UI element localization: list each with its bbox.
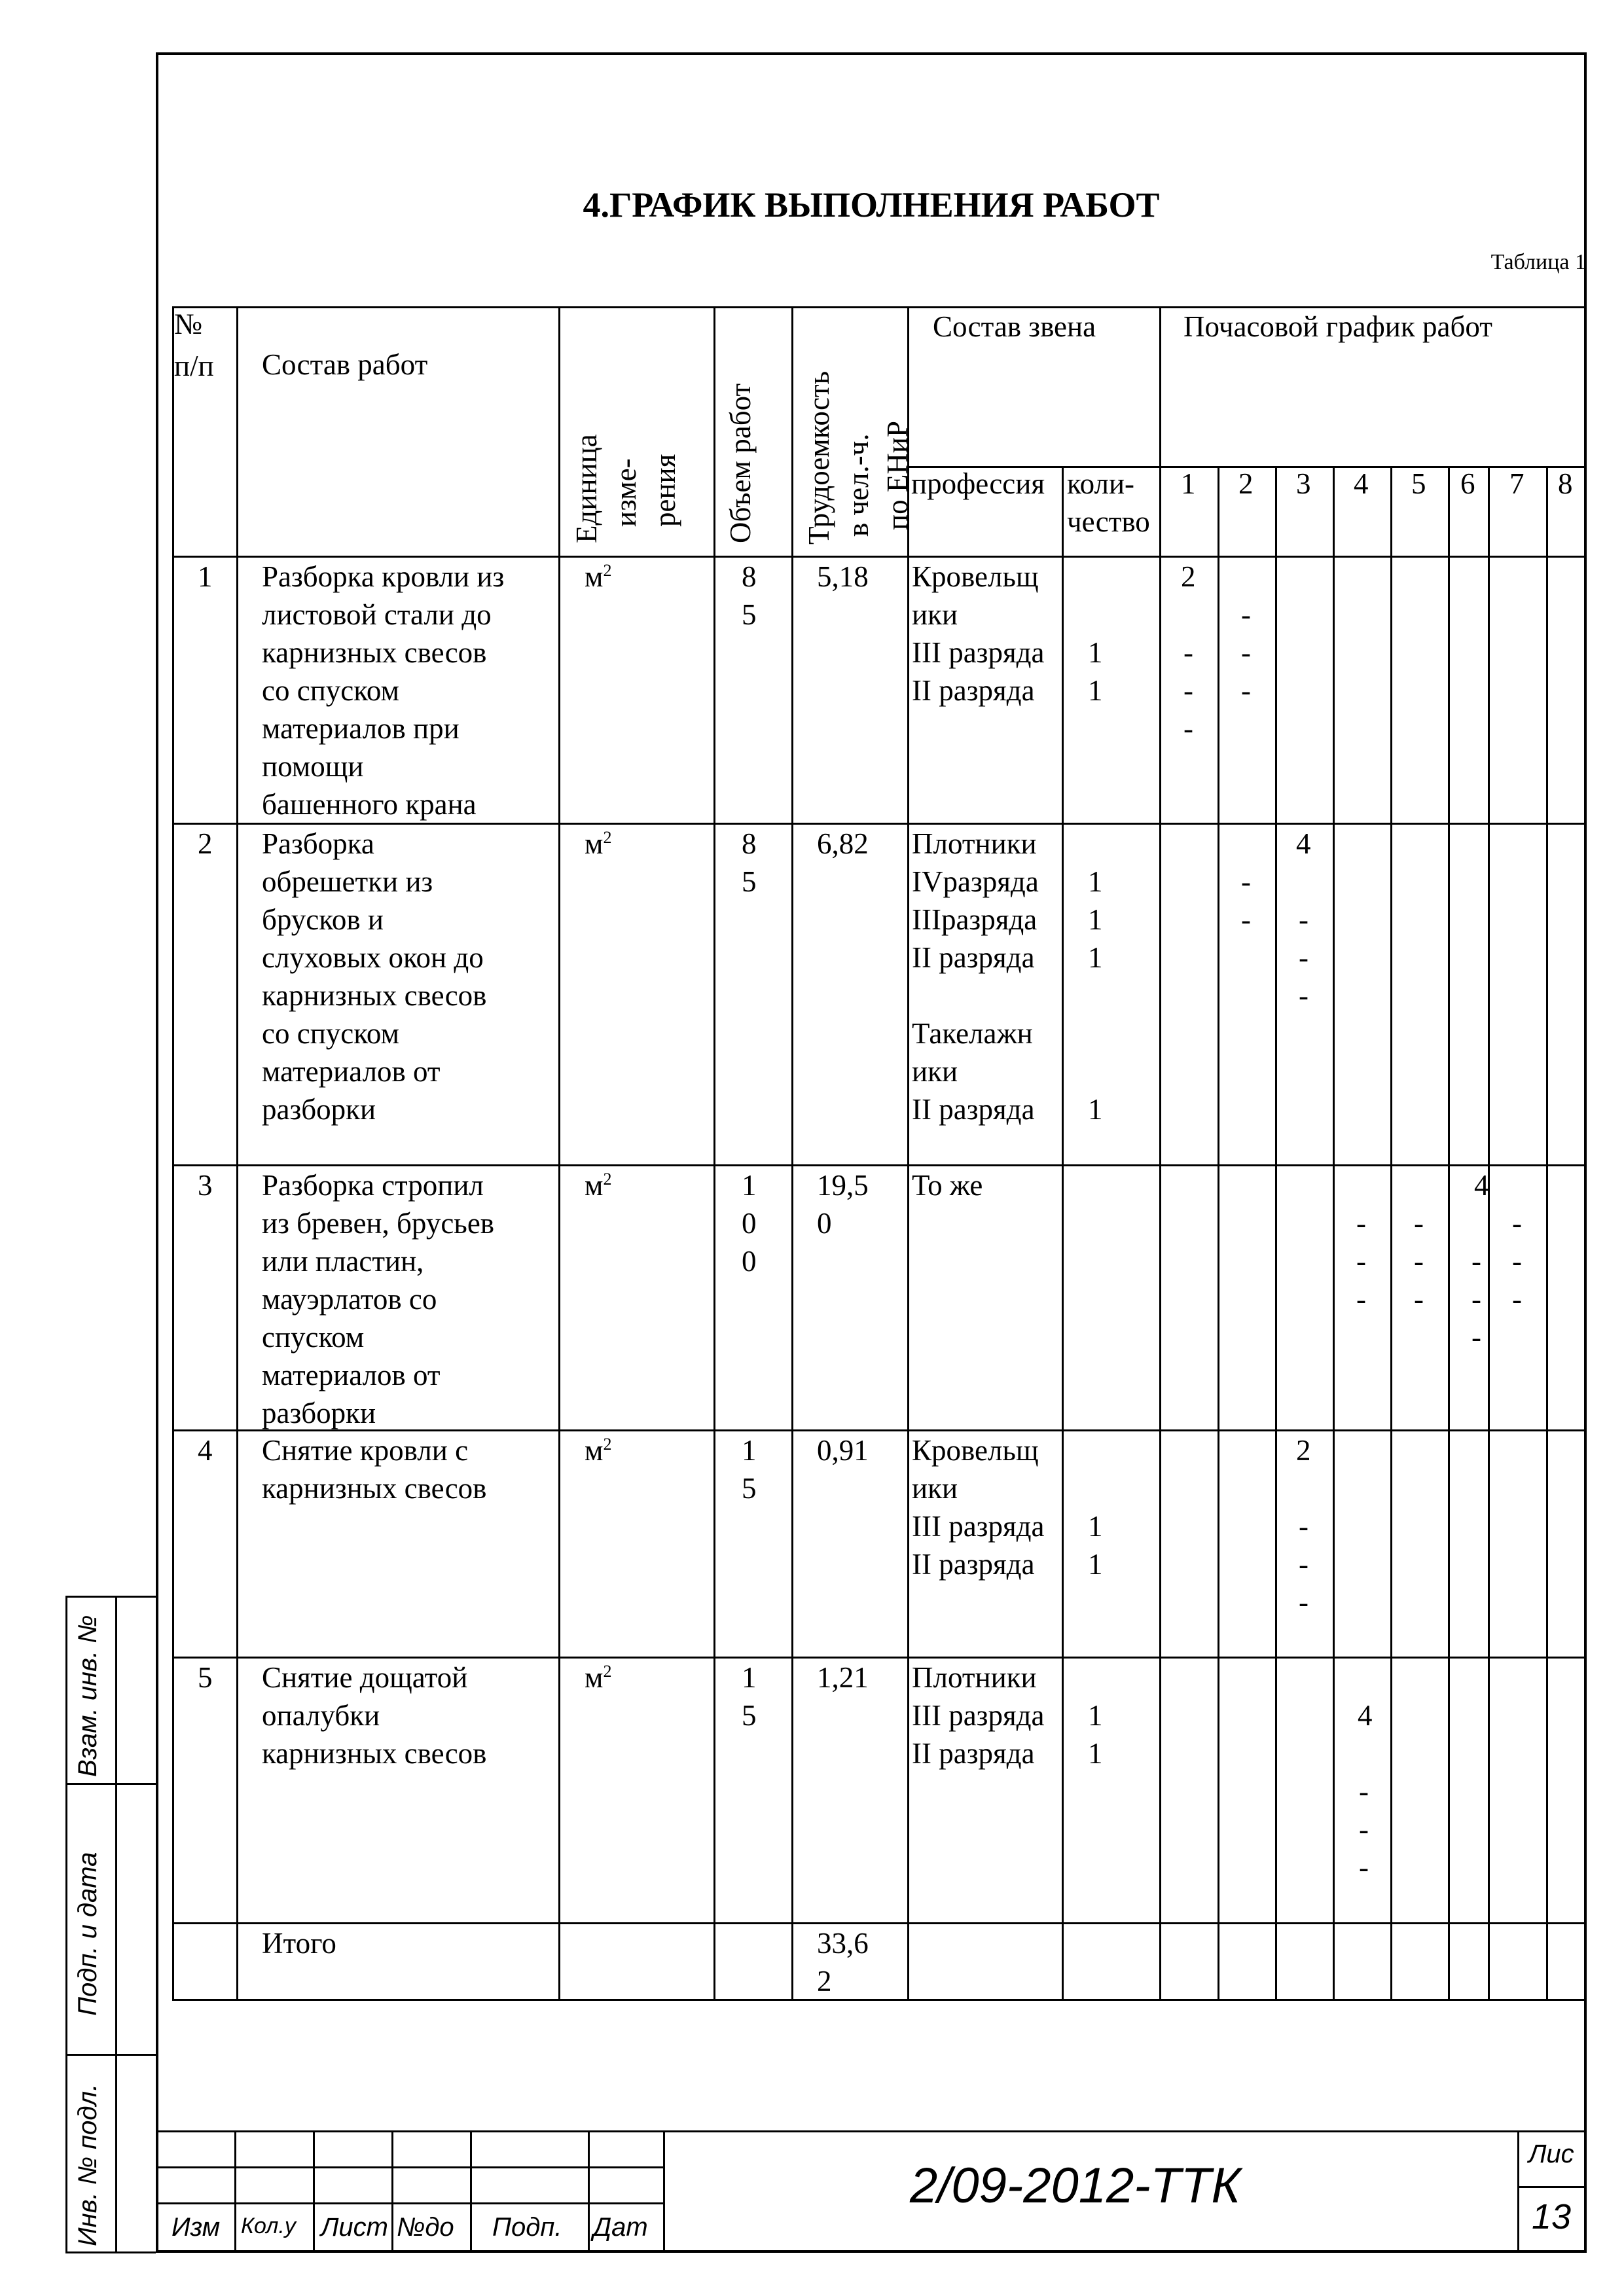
work-line: Разборка (262, 827, 374, 860)
profession: III разряда (912, 636, 1045, 669)
header-hour-3: 3 (1296, 467, 1311, 500)
gantt-number: 2 (1296, 1434, 1311, 1467)
gantt-dash: - (1471, 1245, 1481, 1278)
gantt-dash: - (1183, 674, 1193, 707)
profession: IIIразряда (912, 903, 1038, 936)
gantt-dash: - (1183, 712, 1193, 745)
gantt-dash: - (1359, 1775, 1369, 1808)
gantt-dash: - (1471, 1283, 1481, 1316)
volume: 5 (742, 1472, 757, 1505)
gantt-dash: - (1414, 1245, 1424, 1278)
header-hour-5: 5 (1411, 467, 1426, 500)
labor: 6,82 (817, 827, 869, 860)
stamp-col-sign: Подп. (492, 2213, 562, 2242)
header-labor-3: по ЕНиР (881, 421, 914, 530)
work-line: брусков и (262, 903, 384, 936)
volume: 5 (742, 1699, 757, 1732)
side-label-replace-inv: Взам. инв. № (73, 1615, 102, 1777)
profession: Кровельщ (912, 560, 1039, 593)
profession: II разряда (912, 1093, 1035, 1126)
work-line: карнизных свесов (262, 979, 487, 1012)
profession: III разряда (912, 1510, 1045, 1543)
gantt-dash: - (1241, 674, 1251, 707)
unit: $м^2$ (585, 1434, 612, 1467)
header-num-1: № (174, 308, 202, 340)
gantt-dash: - (1512, 1283, 1522, 1316)
labor: 0,91 (817, 1434, 869, 1467)
quantity: 1 (1088, 674, 1103, 707)
work-line: Снятие дощатой (262, 1661, 468, 1694)
profession: II разряда (912, 674, 1035, 707)
stamp-col-change: Изм (171, 2213, 221, 2242)
gantt-number: 4 (1474, 1169, 1489, 1202)
gantt-dash: - (1356, 1207, 1366, 1240)
quantity: 1 (1088, 1737, 1103, 1770)
volume: 5 (742, 598, 757, 631)
gantt-dash: - (1299, 1510, 1308, 1543)
gantt-dash: - (1241, 598, 1251, 631)
gantt-dash: - (1356, 1283, 1366, 1316)
header-unit-1: Единица (570, 434, 603, 543)
work-line: слуховых окон до (262, 941, 484, 974)
volume: 8 (742, 560, 757, 593)
stamp-col-date: Дат (593, 2213, 648, 2242)
gantt-number: 4 (1296, 827, 1311, 860)
header-hour-6: 6 (1460, 467, 1475, 500)
work-line: материалов при (262, 712, 460, 745)
stamp-col-sheet: Лист (321, 2213, 388, 2242)
gantt-dash: - (1471, 1321, 1481, 1354)
total-labor: 2 (817, 1965, 832, 1998)
header-profession: профессия (911, 467, 1045, 500)
volume: 1 (742, 1661, 757, 1694)
quantity: 1 (1088, 1548, 1103, 1581)
row-num: 4 (198, 1434, 213, 1467)
work-line: карнизных свесов (262, 636, 487, 669)
table-number: Таблица 1 (1490, 250, 1586, 274)
work-line: листовой стали до (262, 598, 492, 631)
quantity: 1 (1088, 1699, 1103, 1732)
work-line: карнизных свесов (262, 1472, 487, 1505)
header-qty-2: чество (1067, 505, 1150, 538)
document-code: 2/09-2012-ТТК (910, 2158, 1241, 2214)
quantity: 1 (1088, 903, 1103, 936)
sheet-label: Лис (1528, 2140, 1574, 2168)
labor: 1,21 (817, 1661, 869, 1694)
gantt-dash: - (1359, 1851, 1369, 1884)
gantt-dash: - (1299, 1548, 1308, 1581)
gantt-dash: - (1512, 1207, 1522, 1240)
row-num: 3 (198, 1169, 213, 1202)
work-line: материалов от (262, 1359, 441, 1391)
header-labor-2: в чел.-ч. (842, 433, 875, 537)
gantt-dash: - (1183, 636, 1193, 669)
quantity: 1 (1088, 1093, 1103, 1126)
profession: ики (912, 598, 958, 631)
header-unit-2: изме- (609, 458, 642, 527)
gantt-dash: - (1299, 903, 1308, 936)
gantt-dash: - (1414, 1283, 1424, 1316)
stamp-col-count: Кол.у (241, 2214, 296, 2238)
side-label-inv-orig: Инв. № подл. (73, 2083, 102, 2246)
work-line: со спуском (262, 674, 399, 707)
header-hour-1: 1 (1181, 467, 1196, 500)
profession: ики (912, 1472, 958, 1505)
quantity: 1 (1088, 636, 1103, 669)
work-line: разборки (262, 1093, 376, 1126)
header-schedule: Почасовой график работ (1183, 310, 1492, 343)
header-volume: Объем работ (724, 383, 757, 543)
work-line: Разборка стропил (262, 1169, 484, 1202)
gantt-dash: - (1414, 1207, 1424, 1240)
profession: II разряда (912, 941, 1035, 974)
header-work: Состав работ (262, 348, 428, 381)
unit: $м^2$ (585, 827, 612, 860)
volume: 1 (742, 1434, 757, 1467)
volume: 0 (742, 1207, 757, 1240)
work-line: обрешетки из (262, 865, 433, 898)
volume: 0 (742, 1245, 757, 1278)
profession: III разряда (912, 1699, 1045, 1732)
work-line: спуском (262, 1321, 365, 1354)
work-line: опалубки (262, 1699, 380, 1732)
gantt-number: 2 (1181, 560, 1196, 593)
gantt-dash: - (1241, 903, 1251, 936)
total-labor: 33,6 (817, 1927, 869, 1960)
volume: 5 (742, 865, 757, 898)
quantity: 1 (1088, 941, 1103, 974)
page-title: 4.ГРАФИК ВЫПОЛНЕНИЯ РАБОТ (583, 185, 1160, 224)
work-line: карнизных свесов (262, 1737, 487, 1770)
volume: 1 (742, 1169, 757, 1202)
profession: Плотники (912, 827, 1037, 860)
total-label: Итого (262, 1927, 336, 1960)
quantity: 1 (1088, 1510, 1103, 1543)
header-num-2: п/п (174, 350, 214, 382)
gantt-number: 4 (1358, 1699, 1373, 1732)
labor: 0 (817, 1207, 832, 1240)
gantt-dash: - (1512, 1245, 1522, 1278)
labor: 19,5 (817, 1169, 869, 1202)
header-hour-7: 7 (1509, 467, 1525, 500)
unit: $м^2$ (585, 1661, 612, 1694)
labor: 5,18 (817, 560, 869, 593)
row-num: 2 (198, 827, 213, 860)
header-hour-8: 8 (1558, 467, 1573, 500)
work-line: помощи (262, 750, 364, 783)
volume: 8 (742, 827, 757, 860)
gantt-dash: - (1359, 1813, 1369, 1846)
stamp-col-docnum: №до (397, 2213, 454, 2242)
work-line: со спуском (262, 1017, 399, 1050)
gantt-dash: - (1299, 1586, 1308, 1619)
profession: Такелажн (912, 1017, 1033, 1050)
profession: II разряда (912, 1737, 1035, 1770)
header-unit-3: рения (649, 454, 681, 527)
gantt-dash: - (1241, 636, 1251, 669)
sheet-number: 13 (1532, 2197, 1572, 2236)
side-label-sign-date: Подп. и дата (73, 1852, 102, 2016)
profession: То же (912, 1169, 983, 1202)
work-line: материалов от (262, 1055, 441, 1088)
work-line: башенного крана (262, 788, 477, 821)
work-line: из бревен, брусьев (262, 1207, 495, 1240)
unit: $м^2$ (585, 560, 612, 593)
header-qty-1: коли- (1067, 467, 1135, 500)
profession: Кровельщ (912, 1434, 1039, 1467)
gantt-dash: - (1241, 865, 1251, 898)
gantt-dash: - (1299, 941, 1308, 974)
work-line: Снятие кровли с (262, 1434, 469, 1467)
unit: $м^2$ (585, 1169, 612, 1202)
profession: ики (912, 1055, 958, 1088)
header-hour-2: 2 (1238, 467, 1254, 500)
row-num: 5 (198, 1661, 213, 1694)
work-line: разборки (262, 1397, 376, 1429)
gantt-dash: - (1356, 1245, 1366, 1278)
work-line: Разборка кровли из (262, 560, 505, 593)
header-hour-4: 4 (1354, 467, 1369, 500)
work-line: мауэрлатов со (262, 1283, 437, 1316)
row-num: 1 (198, 560, 213, 593)
header-labor-1: Трудоемкость (803, 370, 835, 545)
gantt-dash: - (1299, 979, 1308, 1012)
header-crew: Состав звена (933, 310, 1096, 343)
profession: Плотники (912, 1661, 1037, 1694)
profession: II разряда (912, 1548, 1035, 1581)
profession: IVразряда (912, 865, 1039, 898)
quantity: 1 (1088, 865, 1103, 898)
work-line: или пластин, (262, 1245, 424, 1278)
